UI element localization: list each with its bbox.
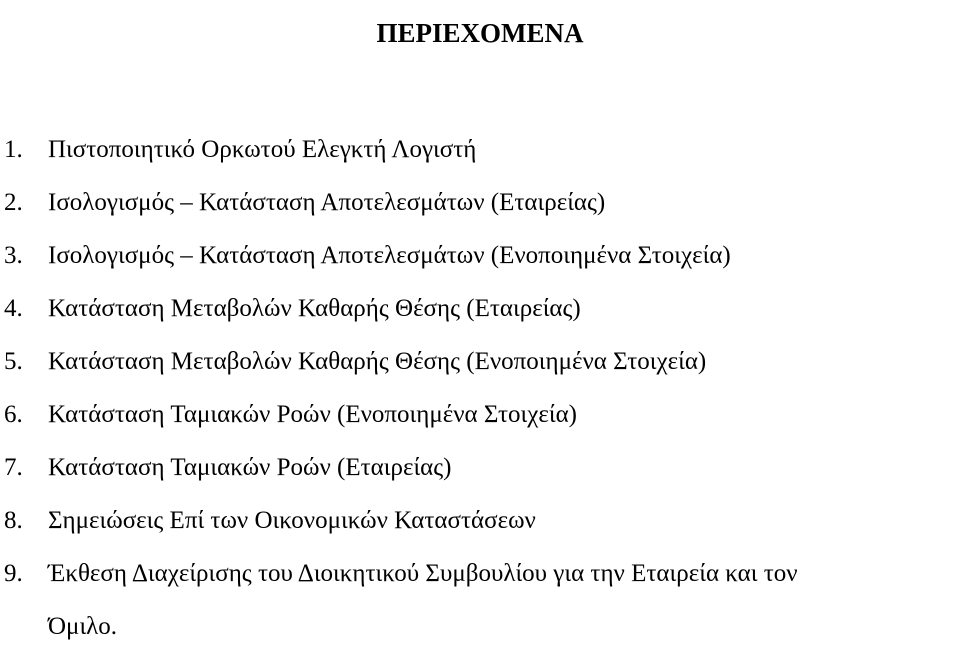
toc-item-text: Κατάσταση Ταμιακών Ροών (Ενοποιημένα Στοιχεία) [48,401,578,428]
toc-item-text: Κατάσταση Ταμιακών Ροών (Εταιρείας) [48,454,452,481]
toc-item-number: 9. [4,560,23,587]
toc-item-number: 6. [4,401,23,428]
toc-item-4 [0,294,960,324]
toc-item-text-wrapper [48,559,960,642]
toc-item-2 [0,188,960,218]
toc-item-number: 5. [4,348,23,375]
toc-item-number: 8. [4,507,23,534]
toc-item-number: 1. [4,136,23,163]
toc-item-number: 3. [4,242,23,269]
toc-item-text: Σημειώσεις Επί των Οικονομικών Καταστάσεων [48,507,536,534]
toc-item-6 [0,400,960,430]
toc-item-text: Ισολογισμός – Κατάσταση Αποτελεσμάτων (Εταιρείας) [48,189,606,216]
toc-item-5 [0,347,960,377]
toc-item-number: 7. [4,454,23,481]
toc-item-7 [0,453,960,483]
toc-item-text-continuation: Όμιλο. [48,613,118,640]
toc-item-text: Ισολογισμός – Κατάσταση Αποτελεσμάτων (Ενοποιημένα Στοιχεία) [48,242,731,269]
toc-item-number: 4. [4,295,23,322]
toc-item-text: Έκθεση Διαχείρισης του Διοικητικού Συμβουλίου για την Εταιρεία και τον [48,560,798,587]
page-title: ΠΕΡΙΕΧΟΜΕΝΑ [376,18,584,49]
toc-item-1 [0,135,960,165]
toc-item-8 [0,506,960,536]
table-of-contents [0,135,960,665]
toc-item-text: Κατάσταση Μεταβολών Καθαρής Θέσης (Εταιρείας) [48,295,581,322]
toc-item-number: 2. [4,189,23,216]
toc-item-3 [0,241,960,271]
toc-item-text: Κατάσταση Μεταβολών Καθαρής Θέσης (Ενοποιημένα Στοιχεία) [48,348,707,375]
toc-item-text: Πιστοποιητικό Ορκωτού Ελεγκτή Λογιστή [48,136,477,163]
toc-item-9 [0,559,960,642]
